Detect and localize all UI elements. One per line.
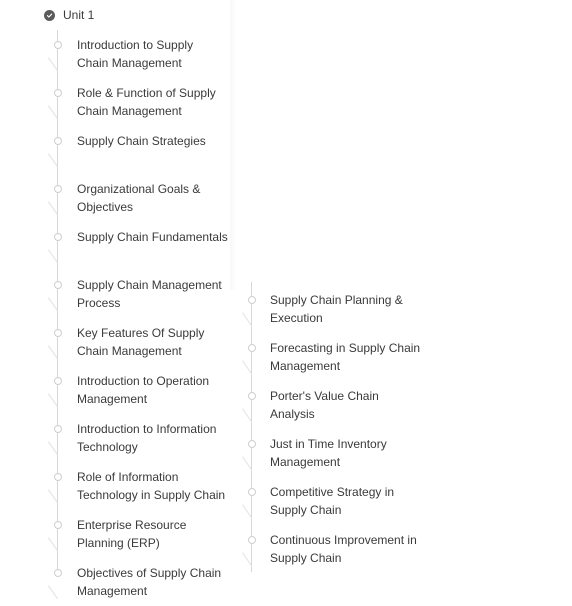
left-topic-item[interactable] <box>0 86 230 126</box>
topic-bullet-icon <box>248 392 256 400</box>
topic-label-line2: Management <box>270 455 341 469</box>
left-topic-item[interactable] <box>0 38 230 78</box>
left-topic-item[interactable] <box>0 230 230 270</box>
left-topic-item[interactable] <box>0 182 230 222</box>
right-topic-item[interactable] <box>0 389 379 429</box>
topic-label-line2: Process <box>77 296 121 310</box>
topic-label-line1: Supply Chain Fundamentals <box>77 230 228 244</box>
topic-label-line1: Just in Time Inventory <box>270 437 387 451</box>
topic-label-line2: Management <box>77 584 148 598</box>
topic-label-line1: Role of Information <box>77 470 179 484</box>
topic-label-line1: Supply Chain Strategies <box>77 134 206 148</box>
topic-bullet-icon <box>54 281 62 289</box>
topic-label-line2: Chain Management <box>77 56 182 70</box>
topic-label-line2: Technology in Supply Chain <box>77 488 226 502</box>
topic-label-line1: Supply Chain Management <box>77 278 222 292</box>
topic-label-line1: Role & Function of Supply <box>77 86 216 100</box>
check-circle-icon <box>44 10 55 21</box>
topic-bullet-icon <box>54 41 62 49</box>
topic-bullet-icon <box>248 344 256 352</box>
topic-label-line1: Continuous Improvement in <box>270 533 417 547</box>
topic-label-line1: Enterprise Resource <box>77 518 187 532</box>
right-topic-item[interactable] <box>0 437 387 477</box>
topic-label-line2: Chain Management <box>77 344 182 358</box>
topic-label-line1: Introduction to Operation <box>77 374 210 388</box>
topic-label-line1: Introduction to Supply <box>77 38 194 52</box>
right-topic-item[interactable] <box>0 293 403 333</box>
timeline-tick <box>48 105 58 119</box>
topic-bullet-icon <box>248 296 256 304</box>
timeline-tick <box>48 249 58 263</box>
topic-label-line1: Forecasting in Supply Chain <box>270 341 421 355</box>
topic-bullet-icon <box>54 89 62 97</box>
topic-label-line1: Supply Chain Planning & <box>270 293 403 307</box>
timeline-tick <box>48 153 58 167</box>
topic-label-line2: Technology <box>77 440 138 454</box>
right-topic-item[interactable] <box>0 533 417 573</box>
topic-label-line2: Supply Chain <box>270 551 342 565</box>
topic-bullet-icon <box>54 185 62 193</box>
topic-label-line1: Competitive Strategy in <box>270 485 395 499</box>
topic-bullet-icon <box>248 536 256 544</box>
topic-label-line2: Supply Chain <box>270 503 342 517</box>
topic-label-line1: Organizational Goals & <box>77 182 201 196</box>
right-topic-item[interactable] <box>0 485 395 525</box>
topic-bullet-icon <box>54 233 62 241</box>
topic-label-line2: Management <box>77 392 148 406</box>
topic-label-line2: Execution <box>270 311 323 325</box>
topic-bullet-icon <box>248 488 256 496</box>
topic-label-line2: Analysis <box>270 407 315 421</box>
unit-title: Unit 1 <box>63 8 95 22</box>
timeline-tick <box>48 201 58 215</box>
left-topic-item[interactable] <box>0 134 230 174</box>
topic-label-line2: Chain Management <box>77 104 182 118</box>
topic-label-line2: Management <box>270 359 341 373</box>
topic-bullet-icon <box>248 440 256 448</box>
topic-label-line1: Objectives of Supply Chain <box>77 566 222 580</box>
topic-label-line1: Porter's Value Chain <box>270 389 379 403</box>
topic-bullet-icon <box>54 137 62 145</box>
topic-label-line2: Objectives <box>77 200 134 214</box>
right-topic-item[interactable] <box>0 341 421 381</box>
topic-label-line1: Key Features Of Supply <box>77 326 205 340</box>
topic-label-line2: Planning (ERP) <box>77 536 160 550</box>
column-divider <box>230 0 236 290</box>
topic-label-line1: Introduction to Information <box>77 422 217 436</box>
timeline-tick <box>48 585 58 599</box>
timeline-tick <box>48 57 58 71</box>
unit-header[interactable] <box>44 7 94 23</box>
